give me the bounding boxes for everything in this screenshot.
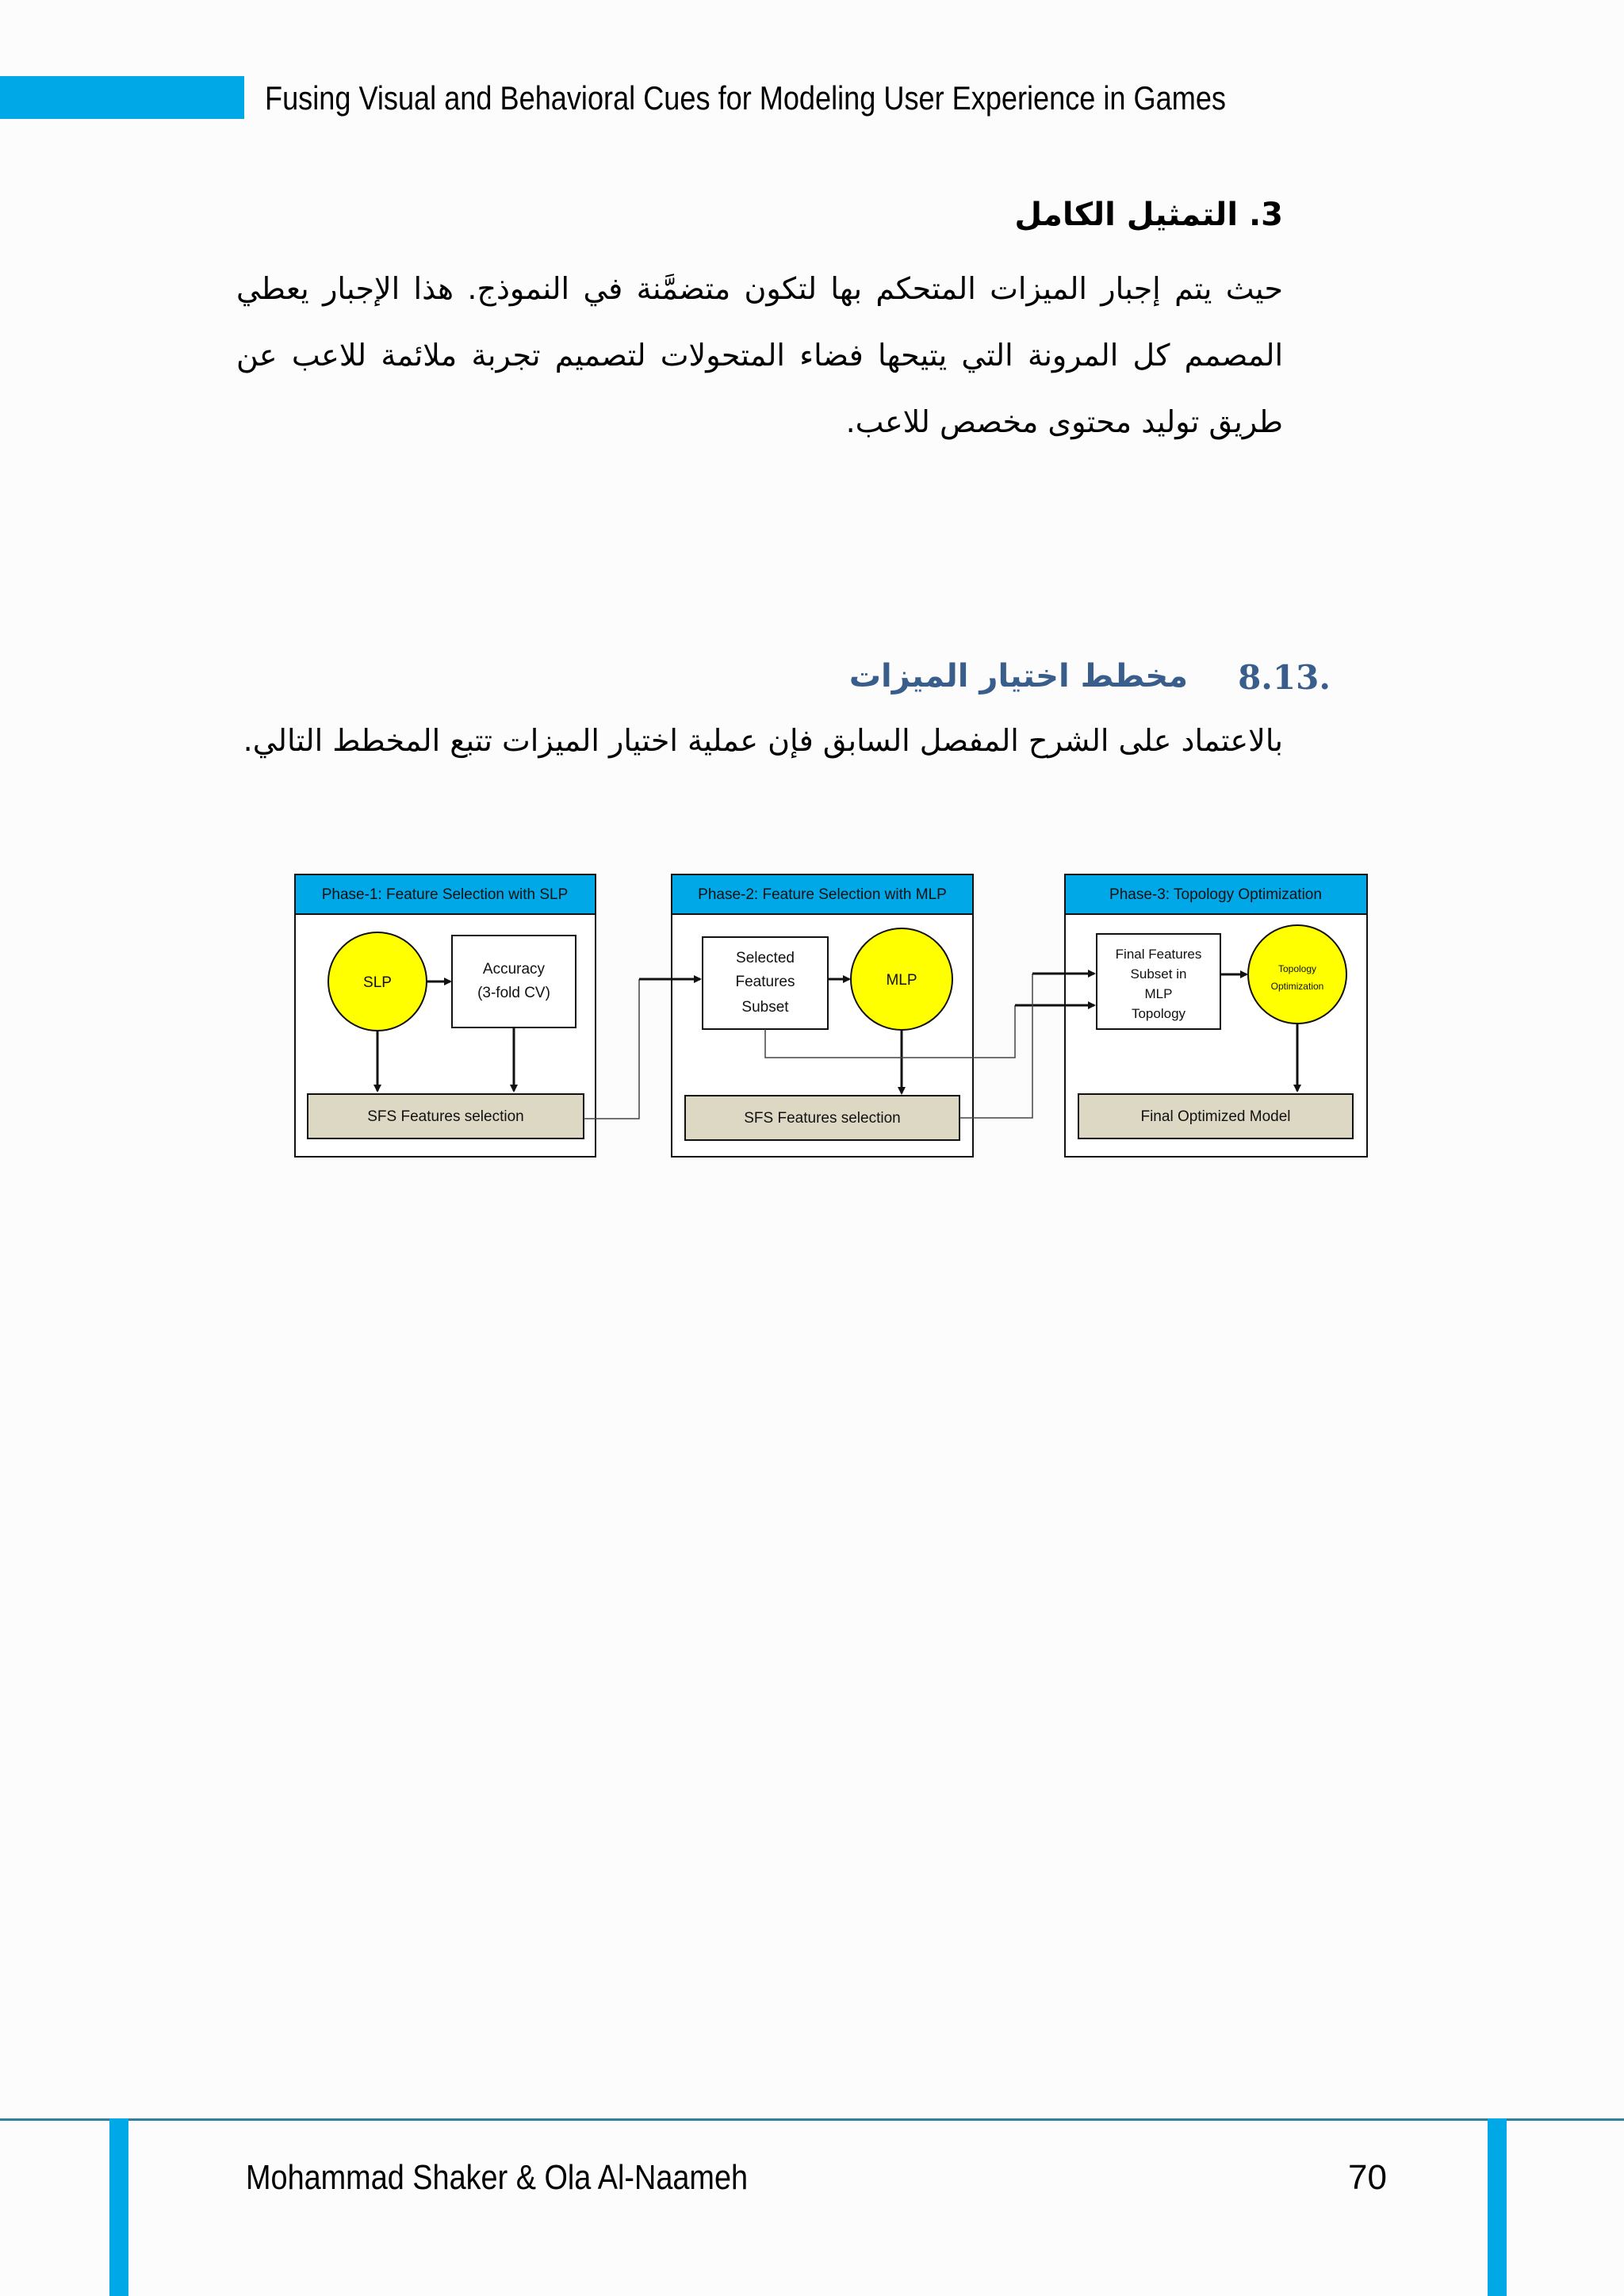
phase-3-title: Phase-3: Topology Optimization xyxy=(1109,886,1322,903)
accuracy-label-2: (3-fold CV) xyxy=(477,985,550,1001)
final-features-label-4: Topology xyxy=(1131,1006,1186,1021)
section-number: 8.13. xyxy=(1238,658,1331,697)
topology-label-1: Topology xyxy=(1277,963,1317,974)
phase-2-sfs-label: SFS Features selection xyxy=(744,1110,901,1127)
selected-features-label-2: Features xyxy=(735,974,795,990)
phase-2-title: Phase-2: Feature Selection with MLP xyxy=(698,886,947,903)
footer-authors: Mohammad Shaker & Ola Al-Naameh xyxy=(246,2158,749,2197)
final-features-label-1: Final Features xyxy=(1115,947,1202,962)
phase-1-panel xyxy=(295,874,596,1157)
accuracy-label-1: Accuracy xyxy=(482,961,546,978)
page-number: 70 xyxy=(1348,2158,1387,2197)
section-3-paragraph: حيث يتم إجبار الميزات المتحكم بها لتكون متضمَّنة في النموذج. هذا الإجبار يعطي المصمم كل المرونة التي يتيحها فضاء المتحولات لتصميم تجربة ملائمة للاعب عن طريق توليد محتوى مخصص للاعب. xyxy=(236,271,1283,439)
section-3-heading: 3. التمثيل الكامل xyxy=(1014,197,1283,233)
footer-right-bar xyxy=(1488,2118,1507,2296)
section-title: مخطط اختيار الميزات xyxy=(848,658,1188,695)
topology-circle xyxy=(1248,925,1346,1024)
topology-label-2: Optimization xyxy=(1270,981,1324,992)
selected-features-label-3: Subset xyxy=(741,999,789,1016)
accuracy-box xyxy=(452,936,576,1027)
feature-selection-diagram xyxy=(293,872,1369,1158)
final-features-label-3: MLP xyxy=(1144,986,1173,1001)
mlp-label: MLP xyxy=(886,972,917,989)
slp-label: SLP xyxy=(363,974,392,991)
final-features-label-2: Subset in xyxy=(1130,966,1187,982)
footer-rule xyxy=(0,2118,1624,2121)
final-model-label: Final Optimized Model xyxy=(1140,1108,1291,1125)
phase-1-title: Phase-1: Feature Selection with SLP xyxy=(321,886,569,903)
phase-3-panel xyxy=(1065,874,1367,1157)
footer-left-bar xyxy=(109,2118,128,2296)
running-header-title: Fusing Visual and Behavioral Cues for Modeling User Experience in Games xyxy=(265,79,1226,117)
header-accent-bar xyxy=(0,76,244,119)
phase-2-panel xyxy=(672,874,973,1157)
selected-features-label-1: Selected xyxy=(736,950,795,966)
phase-1-sfs-label: SFS Features selection xyxy=(367,1108,524,1125)
section-8-13-paragraph: بالاعتماد على الشرح المفصل السابق فإن عملية اختيار الميزات تتبع المخطط التالي. xyxy=(243,723,1283,758)
